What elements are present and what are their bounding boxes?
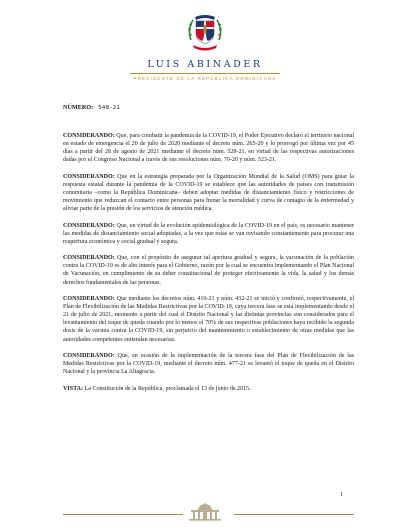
paragraph-lead: CONSIDERANDO: <box>63 353 115 360</box>
footer-rule-left <box>63 514 183 515</box>
paragraph-text: La Constitución de la República, proclamada el 13 de junio de 2015. <box>83 385 251 392</box>
paragraph <box>63 385 354 393</box>
paragraph-text: Que mediante los decretos núm. 419-21 y núm. 432-21 se inició y confirmó, respectivamente, el Plan de Flexibilización de las Medidas Restrictivas por la COVID-19, cuya tercera fase se está implementando desde el 21 de julio de 2021, momento a partir del cual el Distrito Nacional y las distintas provincias son considerados para el levantamiento del toque de queda cuando por lo menos el 70% de sus respectivas poblaciones haya recibido la segunda dosis de la vacuna contra la COVID-19, sin perjuicio del mantenimiento o establecimiento de otras medidas que las autoridades competentes entiendan necesarias. <box>63 296 354 343</box>
paragraph-lead: CONSIDERANDO: <box>63 133 115 139</box>
paragraph <box>63 132 354 164</box>
decree-number-value: 548-21 <box>98 105 121 111</box>
president-name: LUIS ABINADER <box>147 59 263 70</box>
paragraph-lead: CONSIDERANDO: <box>63 222 115 229</box>
paragraph <box>63 173 354 213</box>
national-palace-icon <box>185 503 225 521</box>
paragraph-lead: CONSIDERANDO: <box>63 173 115 180</box>
paragraph-lead: CONSIDERANDO: <box>63 296 115 303</box>
paragraph <box>63 295 354 344</box>
paragraph <box>63 222 354 246</box>
paragraph <box>63 254 354 286</box>
presidency-title: PRESIDENTE DE LA REPÚBLICA DOMINICANA <box>133 76 277 81</box>
paragraph-text: Que en la estrategia preparada por la Organización Mundial de la Salud (OMS) para guiar la respuesta estatal durante la pandemia de la COVID-19 se establece que las autoridades de países con transmisión comunitaria –como la República Dominicana– deben adoptar medidas de distanciamiento físico y restricciones de movimiento que reduzcan el contacto entre personas para frenar la mortalidad y curva de contagio de la enfermedad y aliviar parte de la presión de los servicios de atención médica. <box>63 173 354 213</box>
decree-number <box>63 104 120 111</box>
coat-of-arms-icon <box>183 10 227 54</box>
paragraph-text: Que, en virtud de la evolución epidemiológica de la COVID-19 en el país, es necesario mantener las medidas de distanciamiento social adoptadas, a la vez que estas se van revisando constantemente para procurar una reapertura económica y social gradual y segura. <box>63 222 354 245</box>
page-number: 1 <box>340 491 344 498</box>
footer-rule-right <box>234 514 354 515</box>
header-divider <box>130 73 280 74</box>
paragraph-lead: VISTA: <box>63 385 84 392</box>
letterhead <box>0 10 410 81</box>
decree-number-label: NÚMERO: <box>63 104 94 111</box>
paragraph <box>63 352 354 376</box>
paragraph-lead: CONSIDERANDO: <box>63 255 115 262</box>
document-body <box>63 132 354 401</box>
paragraph-text: Que, con el propósito de asegurar tal apertura gradual y segura, la vacunación de la población contra la COVID-19 es de alto interés para el Gobierno, razón por la cual se encuentra implementando el Plan Nacional de Vacunación, en cumplimiento de su deber constitucional de proteger efectivamente la vida, la salud y los demás derechos fundamentales de las personas. <box>63 255 354 286</box>
paragraph-text: Que, en ocasión de la implementación de la tercera fase del Plan de Flexibilización de las Medidas Restrictivas por la COVID-19, mediante el decreto núm. 477-21 se levantó el toque de queda en el Distrito Nacional y la provincia La Altagracia. <box>63 353 354 376</box>
paragraph-text: Que, para combatir la pandemia de la COVID-19, el Poder Ejecutivo declaró el territorio nacional en estado de emergencia el 20 de julio de 2020 mediante el decreto núm. 265-20 y lo prorrogó por última vez por 45 días a partir del 28 de agosto de 2021 mediante el decreto núm. 528-21, en virtud de las respectivas autorizaciones dadas por el Congreso Nacional a través de sus resoluciones núm. 70-20 y núm. 323-21. <box>63 133 354 164</box>
